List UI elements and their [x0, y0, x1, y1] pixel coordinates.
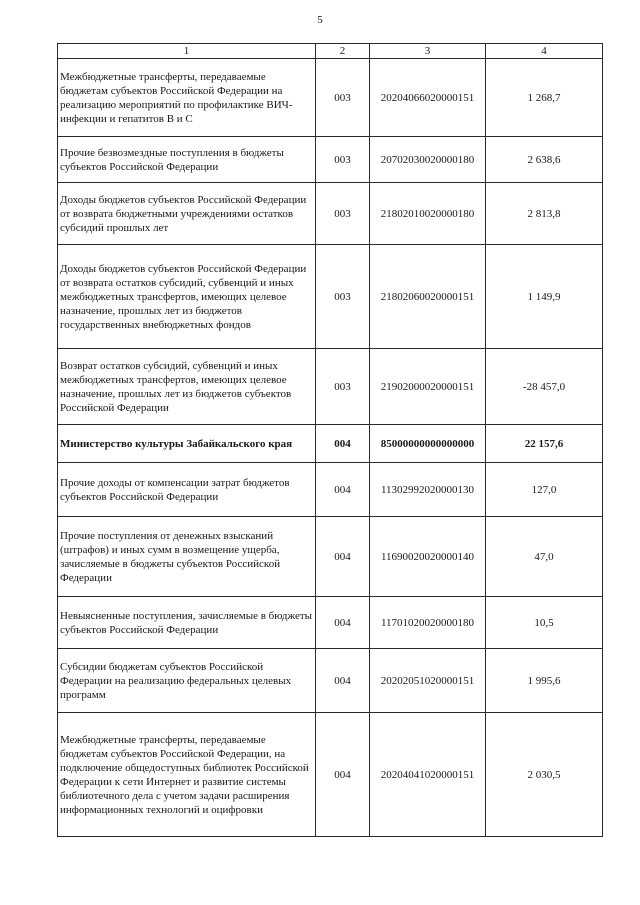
ministry-name: Министерство культуры Забайкальского края: [58, 425, 316, 463]
page-number: 5: [317, 14, 323, 26]
row-admin-code: 004: [316, 517, 370, 597]
row-admin-code: 004: [316, 649, 370, 713]
row-budget-code: 21802010020000180: [370, 183, 486, 245]
row-admin-code: 003: [316, 349, 370, 425]
row-description: Возврат остатков субсидий, субвенций и иных межбюджетных трансфертов, имеющих целевое назначение, прошлых лет из бюджетов субъектов Российской Федерации: [58, 349, 316, 425]
row-budget-code: 11690020020000140: [370, 517, 486, 597]
row-amount: 127,0: [486, 463, 603, 517]
row-admin-code: 004: [316, 463, 370, 517]
row-description: Прочие безвозмездные поступления в бюджеты субъектов Российской Федерации: [58, 137, 316, 183]
ministry-total-amount: 22 157,6: [486, 425, 603, 463]
table-row: [58, 59, 603, 137]
table-row: [58, 517, 603, 597]
row-amount: 1 268,7: [486, 59, 603, 137]
row-amount: 2 030,5: [486, 713, 603, 837]
row-description: Межбюджетные трансферты, передаваемые бюджетам субъектов Российской Федерации, на подключение общедоступных библиотек Российской Федерации к сети Интернет и развитие системы библиотечного дела с учетом задачи расширения информационных технологий и оцифровки: [58, 713, 316, 837]
row-amount: 1 995,6: [486, 649, 603, 713]
ministry-total-row: [58, 425, 603, 463]
row-budget-code: 20202051020000151: [370, 649, 486, 713]
row-amount: 10,5: [486, 597, 603, 649]
table-row: [58, 137, 603, 183]
row-description: Субсидии бюджетам субъектов Российской Федерации на реализацию федеральных целевых программ: [58, 649, 316, 713]
row-amount: 2 638,6: [486, 137, 603, 183]
row-admin-code: 003: [316, 137, 370, 183]
table-row: [58, 649, 603, 713]
row-description: Прочие доходы от компенсации затрат бюджетов субъектов Российской Федерации: [58, 463, 316, 517]
row-description: Прочие поступления от денежных взысканий (штрафов) и иных сумм в возмещение ущерба, зачисляемые в бюджеты субъектов Российской Федерации: [58, 517, 316, 597]
row-admin-code: 004: [316, 425, 370, 463]
row-amount: 47,0: [486, 517, 603, 597]
table-row: [58, 463, 603, 517]
row-amount: -28 457,0: [486, 349, 603, 425]
row-budget-code: 20702030020000180: [370, 137, 486, 183]
row-budget-code: 20204041020000151: [370, 713, 486, 837]
header-col-1: 1: [58, 44, 316, 59]
row-admin-code: 003: [316, 245, 370, 349]
row-admin-code: 004: [316, 597, 370, 649]
table-row: [58, 245, 603, 349]
table-row: [58, 183, 603, 245]
row-budget-code: 21802060020000151: [370, 245, 486, 349]
row-budget-code: 11302992020000130: [370, 463, 486, 517]
row-amount: 2 813,8: [486, 183, 603, 245]
row-amount: 1 149,9: [486, 245, 603, 349]
row-admin-code: 004: [316, 713, 370, 837]
table-header-row: [58, 44, 603, 59]
row-budget-code: 85000000000000000: [370, 425, 486, 463]
table-row: [58, 713, 603, 837]
header-col-4: 4: [486, 44, 603, 59]
table-row: [58, 349, 603, 425]
header-col-3: 3: [370, 44, 486, 59]
row-budget-code: 11701020020000180: [370, 597, 486, 649]
row-budget-code: 21902000020000151: [370, 349, 486, 425]
row-description: Межбюджетные трансферты, передаваемые бюджетам субъектов Российской Федерации на реализацию мероприятий по профилактике ВИЧ-инфекции и гепатитов В и С: [58, 59, 316, 137]
table-row: [58, 597, 603, 649]
row-description: Доходы бюджетов субъектов Российской Федерации от возврата остатков субсидий, субвенций и иных межбюджетных трансфертов, имеющих целевое назначение, прошлых лет из бюджетов государственных внебюджетных фондов: [58, 245, 316, 349]
row-description: Невыясненные поступления, зачисляемые в бюджеты субъектов Российской Федерации: [58, 597, 316, 649]
row-admin-code: 003: [316, 59, 370, 137]
row-description: Доходы бюджетов субъектов Российской Федерации от возврата бюджетными учреждениями остатков субсидий прошлых лет: [58, 183, 316, 245]
row-admin-code: 003: [316, 183, 370, 245]
budget-income-table: [57, 43, 603, 837]
row-budget-code: 20204066020000151: [370, 59, 486, 137]
header-col-2: 2: [316, 44, 370, 59]
